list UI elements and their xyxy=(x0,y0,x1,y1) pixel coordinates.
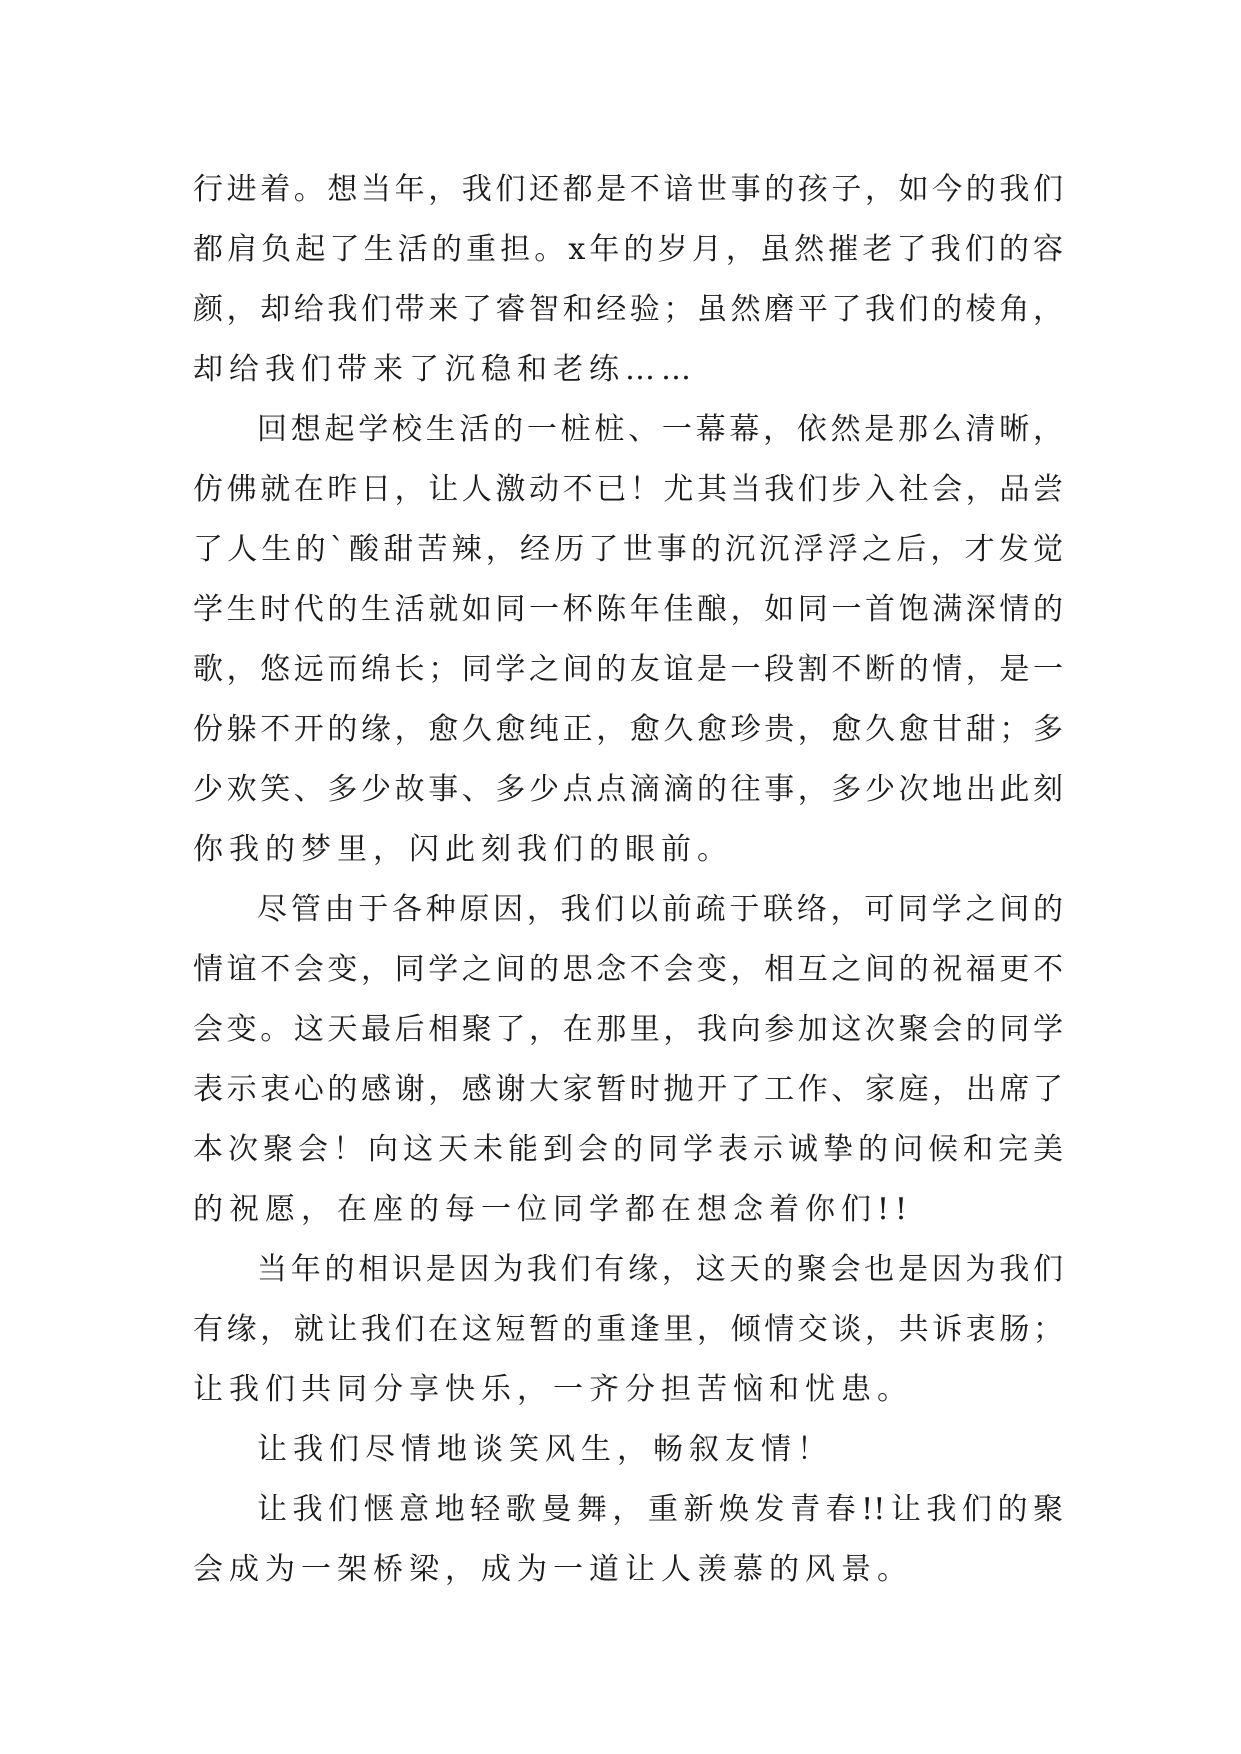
text-line: 份躲不开的缘，愈久愈纯正，愈久愈珍贵，愈久愈甘甜；多 xyxy=(193,712,1063,747)
text-line: 都肩负起了生活的重担。x年的岁月，虽然摧老了我们的容 xyxy=(193,232,1063,267)
text-line: 让我们惬意地轻歌曼舞，重新焕发青春!!让我们的聚 xyxy=(257,1492,1063,1527)
text-line: 的祝愿，在座的每一位同学都在想念着你们!! xyxy=(193,1192,914,1227)
text-line: 仿佛就在昨日，让人激动不已！尤其当我们步入社会，品尝 xyxy=(193,472,1063,507)
text-line: 会成为一架桥梁，成为一道让人羡慕的风景。 xyxy=(193,1552,913,1587)
text-line: 有缘，就让我们在这短暂的重逢里，倾情交谈，共诉衷肠； xyxy=(193,1312,1063,1347)
text-line: 让我们尽情地谈笑风生，畅叙友情！ xyxy=(257,1432,833,1467)
text-line: 回想起学校生活的一桩桩、一幕幕，依然是那么清晰， xyxy=(257,412,1063,447)
paragraph-6 xyxy=(193,1480,1063,1600)
text-line: 颜，却给我们带来了睿智和经验；虽然磨平了我们的棱角， xyxy=(193,292,1063,327)
text-line: 学生时代的生活就如同一杯陈年佳酿，如同一首饱满深情的 xyxy=(193,592,1063,627)
paragraph-1 xyxy=(193,160,1063,400)
text-line: 会变。这天最后相聚了，在那里，我向参加这次聚会的同学 xyxy=(193,1012,1063,1047)
text-line: 让我们共同分享快乐，一齐分担苦恼和忧患。 xyxy=(193,1372,913,1407)
text-line: 了人生的`酸甜苦辣，经历了世事的沉沉浮浮之后，才发觉 xyxy=(193,532,1063,567)
text-line: 你我的梦里，闪此刻我们的眼前。 xyxy=(193,832,733,867)
document-body xyxy=(193,160,1063,1600)
text-line: 情谊不会变，同学之间的思念不会变，相互之间的祝福更不 xyxy=(193,952,1063,987)
text-line: 行进着。想当年，我们还都是不谙世事的孩子，如今的我们 xyxy=(193,172,1063,207)
paragraph-5 xyxy=(193,1420,1063,1480)
paragraph-3 xyxy=(193,880,1063,1240)
text-line: 却给我们带来了沉稳和老练…… xyxy=(193,352,697,387)
paragraph-2 xyxy=(193,400,1063,880)
text-line: 当年的相识是因为我们有缘，这天的聚会也是因为我们 xyxy=(257,1252,1063,1287)
paragraph-4 xyxy=(193,1240,1063,1420)
text-line: 少欢笑、多少故事、多少点点滴滴的往事，多少次地出此刻 xyxy=(193,772,1063,807)
text-line: 尽管由于各种原因，我们以前疏于联络，可同学之间的 xyxy=(257,892,1063,927)
text-line: 本次聚会！向这天未能到会的同学表示诚挚的问候和完美 xyxy=(193,1132,1063,1167)
text-line: 表示衷心的感谢，感谢大家暂时抛开了工作、家庭，出席了 xyxy=(193,1072,1063,1107)
text-line: 歌，悠远而绵长；同学之间的友谊是一段割不断的情，是一 xyxy=(193,652,1063,687)
